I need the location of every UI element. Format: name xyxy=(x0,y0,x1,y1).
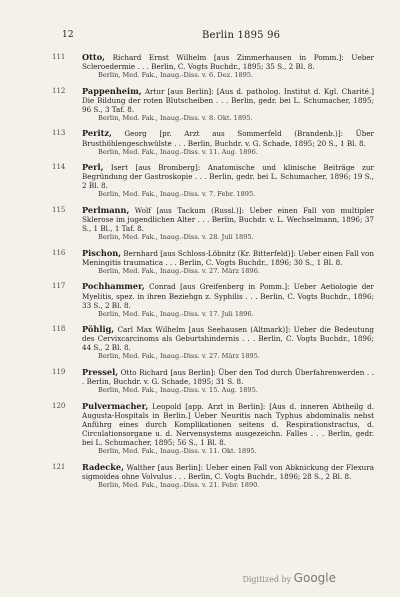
entry-text: Bernhard [aus Schloss-Löbnitz (Kr. Bitterfeld)]: Ueber einen Fall von Meningitis traumatica . . . Berlin, C. Vogts Buchdr., 1896; 30 S., 1 Bl. 8. xyxy=(82,248,374,267)
entry-body xyxy=(82,87,374,123)
entry-body xyxy=(82,368,374,395)
page-title: Berlin 1895 96 xyxy=(202,30,281,41)
entry-number: 114 xyxy=(52,163,66,172)
entry-body xyxy=(82,129,374,156)
entry-text: Leopold [app. Arzt in Berlin]: [Aus d. inneren Abtheilg d. Augusta-Hospitals in Berlin.] Ueber Neuritis nach Typhus abdominalis nebst Anführg eines durch Komplikationen seitens d. Respirationstractus, d. Circulationsorgane u. d. Nervensystems ausgezeichn. Falles . . . Berlin, gedr. bei L. Schumacher, 1895; 56 S., 1 Bl. 8. xyxy=(82,401,374,448)
entry-note: Berlin, Med. Fak., Inaug.-Diss. v. 27. März 1895. xyxy=(98,352,260,361)
entry-note: Berlin, Med. Fak., Inaug.-Diss. v. 11. Aug. 1896. xyxy=(98,147,258,156)
list-item xyxy=(52,368,374,395)
entry-note: Berlin, Med. Fak., Inaug.-Diss. v. 11. Okt. 1895. xyxy=(98,447,257,456)
author-name: Radecke, xyxy=(82,461,124,472)
entry-body xyxy=(82,163,374,199)
page-number: 12 xyxy=(62,30,74,40)
list-item xyxy=(52,163,374,199)
entry-text: Isert [aus Bromberg]: Anatomische und klinische Beiträge zur Begründung der Gastroskopie . . . Berlin, gedr. bei L. Schumacher, 1896; 19 S., 2 Bl. 8. xyxy=(82,163,374,191)
entry-text: Carl Max Wilhelm [aus Seehausen (Altmark)]: Ueber die Bedeutung des Cervixcarcinoms als Geburtshindernis . . . Berlin, C. Vogts Buchdr., 1896; 44 S., 2 Bl. 8. xyxy=(82,325,374,353)
entry-number: 116 xyxy=(52,248,66,257)
entry-note: Berlin, Med. Fak., Inaug.-Diss. v. 27. März 1896. xyxy=(98,266,260,275)
entry-body xyxy=(82,402,374,456)
entry-body xyxy=(82,463,374,490)
entry-body xyxy=(82,53,374,80)
entry-note: Berlin, Med. Fak., Inaug.-Diss. v. 7. Febr. 1895. xyxy=(98,190,256,199)
entry-note: Berlin, Med. Fak., Inaug.-Diss. v. 28. Juli 1895. xyxy=(98,233,254,242)
list-item xyxy=(52,325,374,361)
author-name: Pischon, xyxy=(82,247,122,258)
author-name: Perlmann, xyxy=(82,204,130,215)
entry-number: 115 xyxy=(52,205,66,214)
entry-number: 119 xyxy=(52,367,66,376)
entry-text: Wolf [aus Tackum (Russl.)]: Ueber einen Fall von multipler Sklerose im jugendlichen Alter . . . Berlin, Buchdr. v. L. Wechselmann, 1896; 37 S., 1 Bl., 1 Taf. 8. xyxy=(82,205,374,234)
entry-body xyxy=(82,249,374,276)
author-name: Pressel, xyxy=(82,366,119,377)
entry-text: Conrad [aus Greifenberg in Pomm.]: Ueber Aetiologie der Myelitis, spez. in ihren Beziehgn z. Syphilis . . . Berlin, C. Vogts Buchdr., 1896; 33 S., 2 Bl. 8. xyxy=(82,282,374,310)
author-name: Peritz, xyxy=(82,128,112,139)
entry-list xyxy=(52,53,374,496)
entry-number: 113 xyxy=(52,129,66,138)
entry-body xyxy=(82,325,374,361)
entry-text: Artur [aus Berlin]: [Aus d. patholog. Institut d. Kgl. Charité.] Die Bildung der roten Blutscheiben . . . Berlin, gedr. bei L. Schumacher, 1895; 96 S., 3 Taf. 8. xyxy=(82,86,374,114)
entry-note: Berlin, Med. Fak., Inaug.-Diss. v. 8. Okt. 1895. xyxy=(98,113,253,122)
entry-body xyxy=(82,282,374,318)
entry-text: Walther [aus Berlin]: Ueber einen Fall von Abknickung der Flexura sigmoidea ohne Volvulus . . . Berlin, C. Vogts Buchdr., 1896; 28 S., 2 Bl. 8. xyxy=(82,462,374,481)
list-item xyxy=(52,402,374,456)
digitized-watermark xyxy=(242,571,336,585)
entry-number: 118 xyxy=(52,325,66,334)
entry-note: Berlin, Med. Fak., Inaug.-Diss. v. 17. Juli 1896. xyxy=(98,309,254,318)
entry-text: Otto Richard [aus Berlin]: Über den Tod durch Überfahrenwerden . . . Berlin, Buchdr. v. G. Schade, 1895; 31 S. 8. xyxy=(82,367,374,387)
list-item xyxy=(52,463,374,490)
google-logo: Google xyxy=(293,571,336,585)
author-name: Perl, xyxy=(82,162,104,173)
list-item xyxy=(52,282,374,318)
entry-note: Berlin, Med. Fak., Inaug.-Diss. v. 21. Febr. 1890. xyxy=(98,480,260,489)
entry-body xyxy=(82,206,374,242)
entry-number: 120 xyxy=(52,401,66,410)
author-name: Pulvermacher, xyxy=(82,400,149,411)
entry-number: 111 xyxy=(52,53,66,61)
entry-number: 112 xyxy=(52,86,66,95)
entry-note: Berlin, Med. Fak., Inaug.-Diss. v. 6. Dez. 1895. xyxy=(98,71,254,80)
author-name: Pochhammer, xyxy=(82,281,145,292)
list-item xyxy=(52,249,374,276)
list-item xyxy=(52,53,374,80)
list-item xyxy=(52,87,374,123)
entry-text: Georg [pr. Arzt aus Sommerfeld (Brandenb.)]: Über Brusthöhlengeschwülste . . . Berlin, Buchdr. v. G. Schade, 1895; 20 S., 1 Bl. 8. xyxy=(82,129,374,148)
entry-text: Richard Ernst Wilhelm [aus Zimmerhausen in Pomm.]: Ueber Scleroedermie . . . Berlin, C. Vogts Buchdr., 1895; 35 S., 2 Bl. 8. xyxy=(82,53,374,72)
author-name: Pappenheim, xyxy=(82,85,142,96)
author-name: Otto, xyxy=(82,52,106,62)
entry-number: 117 xyxy=(52,282,66,291)
watermark-prefix: Digitized by xyxy=(242,575,292,584)
entry-number: 121 xyxy=(52,462,66,471)
entry-note: Berlin, Med. Fak., Inaug.-Diss. v. 15. Aug. 1895. xyxy=(98,386,258,395)
list-item xyxy=(52,206,374,242)
list-item xyxy=(52,129,374,156)
author-name: Pöhlig, xyxy=(82,324,115,335)
